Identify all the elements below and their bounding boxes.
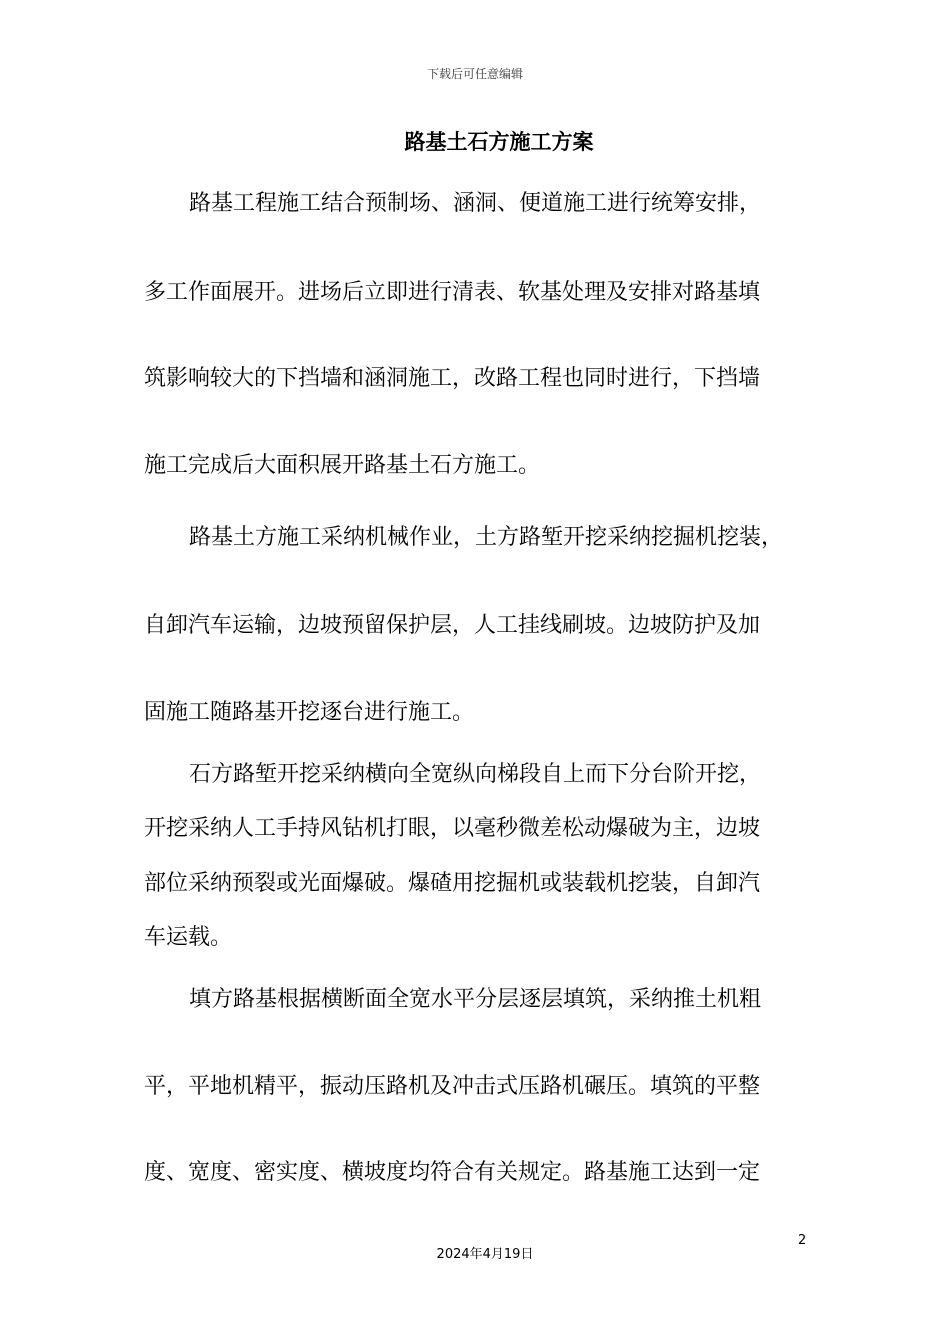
- text-line: 路基土方施工采纳机械作业，土方路堑开挖采纳挖掘机挖装，: [189, 525, 784, 550]
- text-line: 自卸汽车运输，边坡预留保护层，人工挂线刷坡。边坡防护及加: [144, 613, 761, 638]
- text-line: 固施工随路基开挖逐台进行施工。: [144, 700, 475, 725]
- text-line: 车运载。: [144, 925, 233, 950]
- text-line: 平，平地机精平，振动压路机及冲击式压路机碾压。填筑的平整: [144, 1074, 761, 1099]
- text-line: 多工作面展开。进场后立即进行清表、软基处理及安排对路基填: [144, 280, 761, 305]
- text-line: 填方路基根据横断面全宽水平分层逐层填筑，采纳推土机粗: [189, 987, 762, 1012]
- text-line: 筑影响较大的下挡墙和涵洞施工，改路工程也同时进行，下挡墙: [144, 366, 761, 391]
- page-title: 路基土石方施工方案: [404, 130, 594, 154]
- text-line: 部位采纳预裂或光面爆破。爆碴用挖掘机或装载机挖装，自卸汽: [144, 871, 761, 896]
- text-line: 路基工程施工结合预制场、涵洞、便道施工进行统筹安排，: [189, 191, 762, 216]
- text-line: 石方路堑开挖采纳横向全宽纵向梯段自上而下分台阶开挖，: [189, 762, 762, 787]
- page-number: 2: [798, 1233, 807, 1248]
- header-note: 下载后可任意编辑: [426, 67, 523, 81]
- text-line: 开挖采纳人工手持风钻机打眼，以毫秒微差松动爆破为主，边坡: [144, 816, 761, 841]
- text-line: 施工完成后大面积展开路基土石方施工。: [144, 453, 541, 478]
- footer-date: 2024年4月19日: [436, 1247, 534, 1262]
- text-line: 度、宽度、密实度、横坡度均符合有关规定。路基施工达到一定: [144, 1160, 761, 1185]
